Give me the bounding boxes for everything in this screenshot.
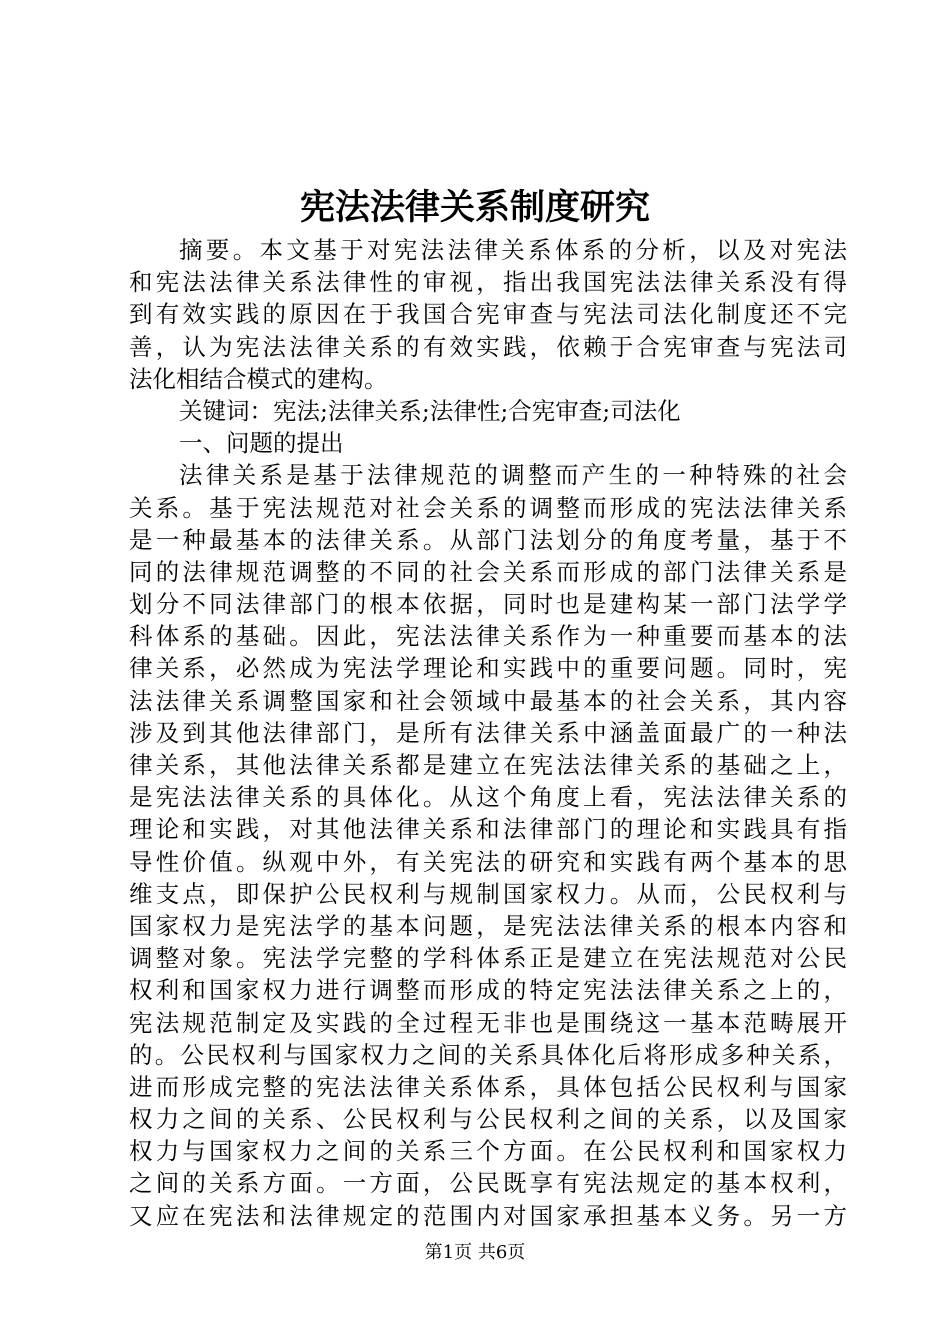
text-line: 调整对象。宪法学完整的学科体系正是建立在宪法规范对公民	[129, 944, 847, 973]
text-line: 是一种最基本的法律关系。从部门法划分的角度考量，基于不	[129, 525, 847, 554]
text-line: 权力与国家权力之间的关系三个方面。在公民权利和国家权力	[129, 1137, 847, 1166]
text-line: 涉及到其他法律部门，是所有法律关系中涵盖面最广的一种法	[129, 718, 847, 747]
text-line: 权力之间的关系、公民权利与公民权利之间的关系，以及国家	[129, 1105, 847, 1134]
text-line: 理论和实践，对其他法律关系和法律部门的理论和实践具有指	[129, 815, 847, 844]
text-line: 摘要。本文基于对宪法法律关系体系的分析，以及对宪法	[179, 236, 847, 264]
text-line: 关键词：宪法;法律关系;法律性;合宪审查;司法化	[179, 396, 681, 425]
text-line: 法律关系是基于法律规范的调整而产生的一种特殊的社会	[179, 461, 847, 490]
page-footer: 第1页 共6页	[424, 1242, 526, 1263]
text-line: 又应在宪法和法律规定的范围内对国家承担基本义务。另一方	[129, 1201, 847, 1230]
text-line: 到有效实践的原因在于我国合宪审查与宪法司法化制度还不完	[129, 300, 847, 329]
text-line: 关系。基于宪法规范对社会关系的调整而形成的宪法法律关系	[129, 493, 847, 522]
text-line: 律关系，其他法律关系都是建立在宪法法律关系的基础之上，	[129, 751, 847, 779]
text-line: 同的法律规范调整的不同的社会关系而形成的部门法律关系是	[129, 557, 847, 586]
text-line: 一、问题的提出	[179, 429, 344, 458]
text-line: 善，认为宪法法律关系的有效实践，依赖于合宪审查与宪法司	[129, 332, 847, 361]
text-line: 科体系的基础。因此，宪法法律关系作为一种重要而基本的法	[129, 622, 847, 651]
text-line: 法法律关系调整国家和社会领域中最基本的社会关系，其内容	[129, 686, 847, 715]
text-line: 进而形成完整的宪法法律关系体系，具体包括公民权利与国家	[129, 1072, 847, 1101]
text-line: 国家权力是宪法学的基本问题，是宪法法律关系的根本内容和	[129, 911, 847, 940]
text-line: 是宪法法律关系的具体化。从这个角度上看，宪法法律关系的	[129, 783, 847, 812]
text-line: 维支点，即保护公民权利与规制国家权力。从而，公民权利与	[129, 879, 847, 908]
text-line: 律关系，必然成为宪法学理论和实践中的重要问题。同时，宪	[129, 654, 847, 683]
text-line: 和宪法法律关系法律性的审视，指出我国宪法法律关系没有得	[129, 268, 847, 297]
text-line: 权利和国家权力进行调整而形成的特定宪法法律关系之上的，	[129, 976, 847, 1005]
document-title: 宪法法律关系制度研究	[299, 187, 650, 228]
text-line: 法化相结合模式的建构。	[129, 364, 388, 393]
text-line: 之间的关系方面。一方面，公民既享有宪法规定的基本权利，	[129, 1169, 847, 1198]
document-body	[129, 234, 847, 1232]
text-line: 的。公民权利与国家权力之间的关系具体化后将形成多种关系，	[129, 1040, 847, 1069]
text-line: 宪法规范制定及实践的全过程无非也是围绕这一基本范畴展开	[129, 1008, 847, 1037]
text-line: 划分不同法律部门的根本依据，同时也是建构某一部门法学学	[129, 590, 847, 619]
text-line: 导性价值。纵观中外，有关宪法的研究和实践有两个基本的思	[129, 847, 847, 876]
